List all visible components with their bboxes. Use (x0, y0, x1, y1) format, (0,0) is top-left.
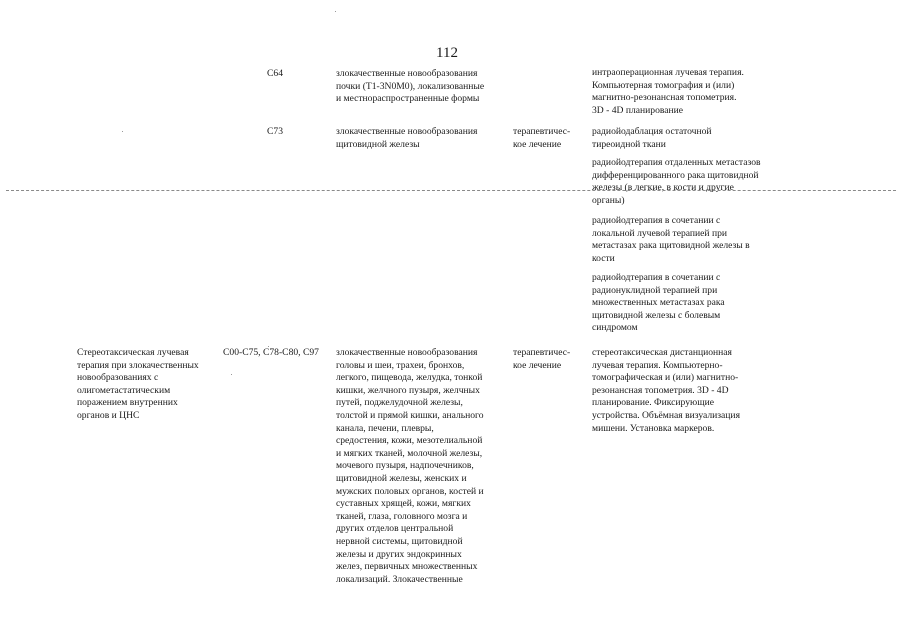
diagnosis-c64: злокачественные новообразования почки (Т1-3N0M0), локализованные и местнораспространенные формы (336, 68, 485, 105)
treatment-type-stereotactic: терапевтичес- кое лечение (513, 347, 571, 371)
method-c73-3: радиойодтерапия в сочетании с локальной лучевой терапией при метастазах рака щитовидной железы в кости (592, 215, 750, 264)
icd-code-c73: C73 (267, 126, 283, 137)
method-c73-1: радиойодаблация остаточной тиреоидной ткани (592, 126, 712, 150)
profile-name-stereotactic: Стереотаксическая лучевая терапия при злокачественных новообразованиях с олигометастатическим поражением внутренних органов и ЦНС (77, 347, 199, 421)
page-number: 112 (436, 45, 458, 61)
diagnosis-c73: злокачественные новообразования щитовидной железы (336, 126, 478, 150)
scan-speck (335, 11, 336, 12)
method-c73-4: радиойодтерапия в сочетании с радионуклидной терапией при множественных метастазах рака щитовидной железы с болевым синдромом (592, 272, 725, 334)
scan-speck (268, 346, 269, 347)
scan-speck (122, 131, 123, 132)
icd-code-c64: C64 (267, 68, 283, 79)
icd-code-range: C00-C75, C78-C80, C97 (223, 347, 319, 358)
scan-speck (231, 374, 232, 375)
treatment-type-c73: терапевтичес- кое лечение (513, 126, 571, 150)
method-c64: интраоперационная лучевая терапия. Компьютерная томография и (или) магнитно-резонансная топометрия. 3D - 4D планирование (592, 67, 744, 116)
method-stereotactic: стереотаксическая дистанционная лучевая терапия. Компьютерно- томографическая и (или) магнитно- резонансная топометрия. 3D - 4D планирование. Фиксирующие устройства. Объёмная визуализация мишени. Установка маркеров. (592, 347, 740, 434)
scan-artifact-line (6, 190, 896, 191)
method-c73-2: радиойодтерапия отдаленных метастазов дифференцированного рака щитовидной железы (в легкие, в кости и другие органы) (592, 157, 761, 206)
diagnosis-stereotactic: злокачественные новообразования головы и шеи, трахеи, бронхов, легкого, пищевода, желудка, тонкой кишки, желчного пузыря, желчных путей, поджелудочной железы, толстой и прямой кишки, анального канала, печени, плевры, средостения, кожи, мезотелиальной и мягких тканей, молочной железы, мочевого пузыря, надпочечников, щитовидной железы, женских и мужских половых органов, костей и суставных хрящей, кожи, мягких тканей, глаза, головного мозга и других отделов центральной нервной системы, щитовидной железы и других эндокринных желез, первичных множественных локализаций. Злокачественные (336, 347, 484, 585)
